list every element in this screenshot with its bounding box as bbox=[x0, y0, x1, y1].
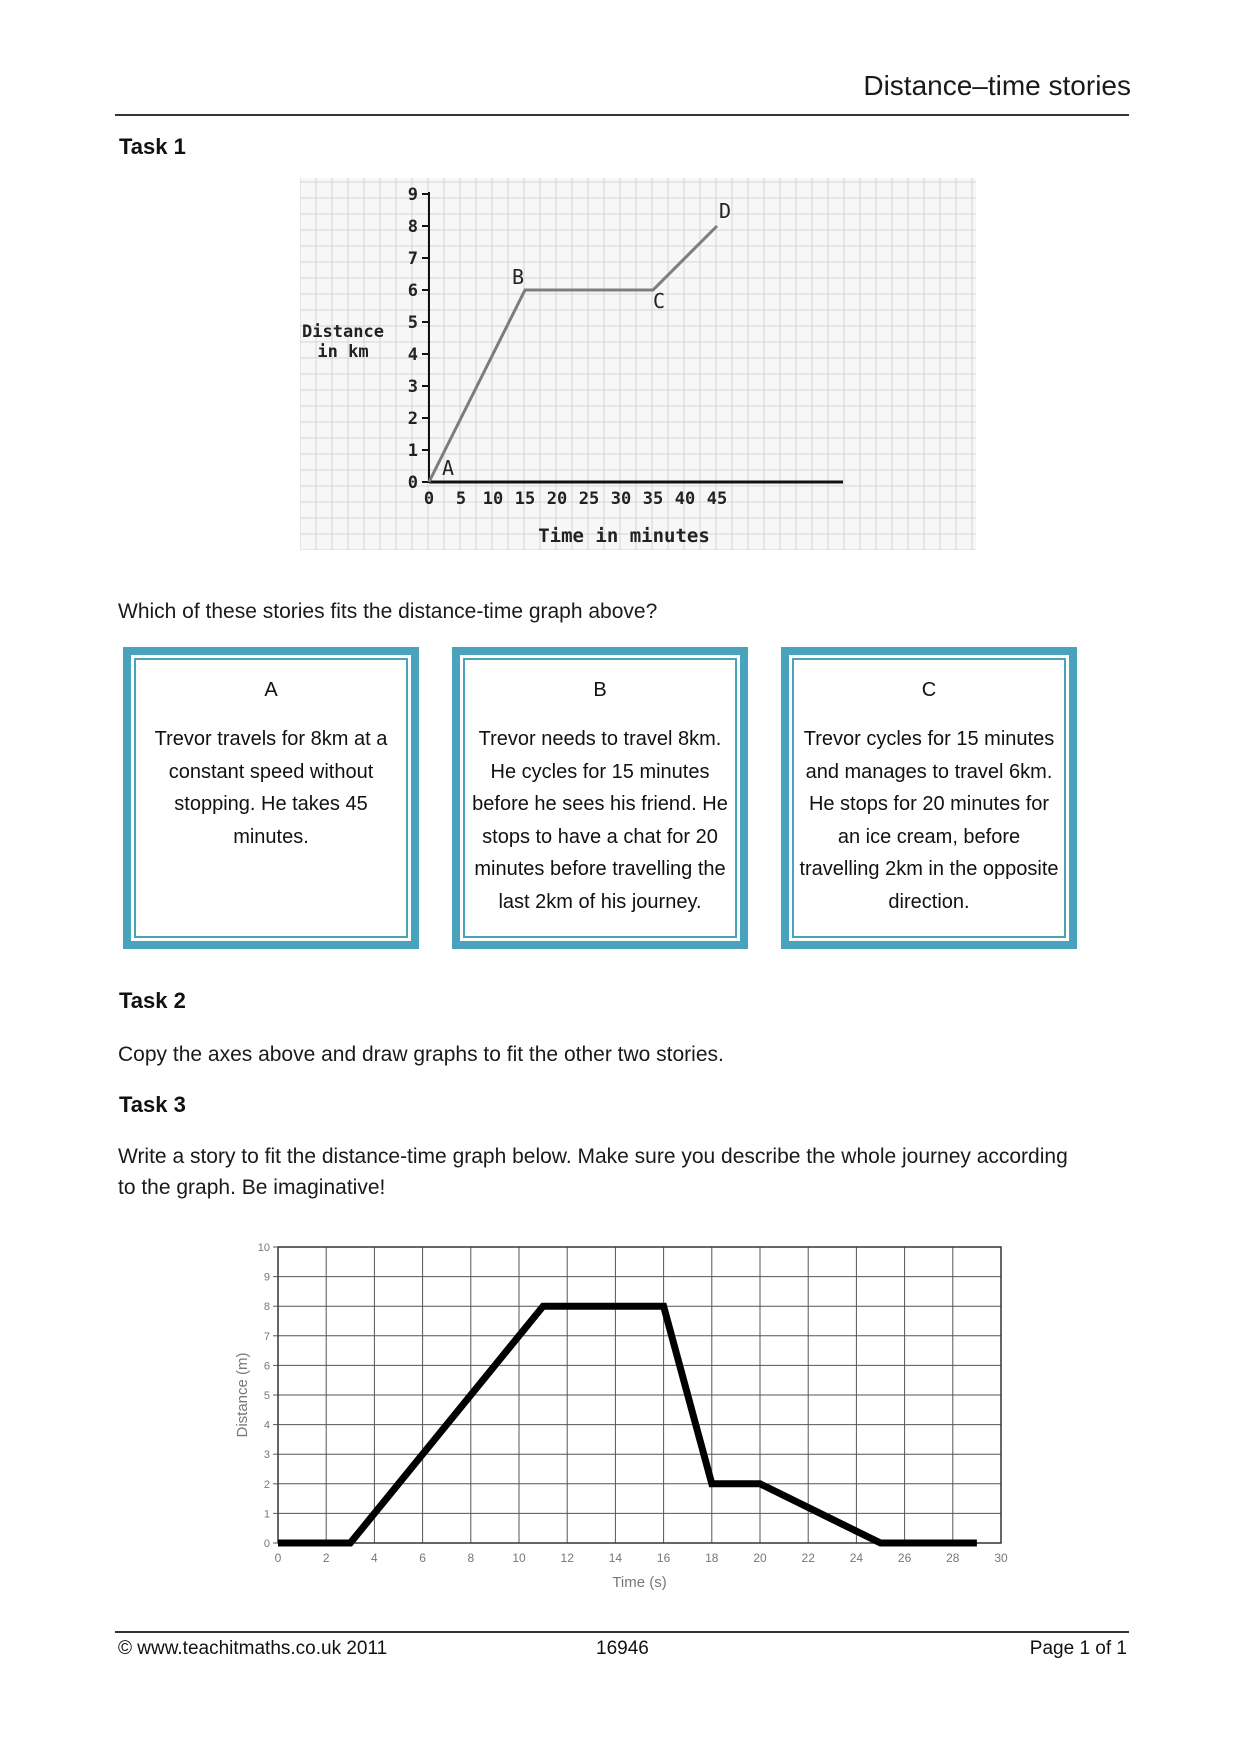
story-text: Trevor cycles for 15 minutes and manages to travel 6km. He stops for 20 minutes for an ice cream, before travelling 2km in the opposite direction. bbox=[799, 728, 1059, 913]
task1-heading: Task 1 bbox=[119, 134, 186, 159]
y-tick-label: 8 bbox=[263, 1301, 270, 1314]
x-tick-label: 14 bbox=[608, 1551, 623, 1565]
x-tick-label: 16 bbox=[656, 1551, 671, 1565]
x-tick-label: 30 bbox=[994, 1551, 1008, 1565]
y-tick-label: 7 bbox=[407, 249, 418, 269]
x-tick-label: 22 bbox=[801, 1551, 815, 1565]
task3-text-line1: Write a story to fit the distance-time graph below. Make sure you describe the whole journey according bbox=[118, 1145, 1068, 1168]
x-tick-label: 6 bbox=[419, 1551, 426, 1565]
x-tick-label: 40 bbox=[674, 489, 696, 509]
x-tick-label: 2 bbox=[322, 1551, 330, 1565]
y-tick-label: 0 bbox=[407, 473, 418, 493]
y-axis-label: Distance (m) bbox=[234, 1352, 251, 1438]
y-tick-label: 6 bbox=[407, 281, 418, 301]
task1-question: Which of these stories fits the distance-time graph above? bbox=[118, 600, 658, 623]
y-tick-label: 5 bbox=[407, 313, 418, 333]
x-tick-label: 20 bbox=[753, 1551, 767, 1565]
x-tick-label: 12 bbox=[560, 1551, 574, 1565]
story-letter: A bbox=[264, 679, 278, 701]
header-divider bbox=[115, 114, 1129, 116]
y-tick-label: 3 bbox=[263, 1449, 270, 1462]
task3-text-line2: to the graph. Be imaginative! bbox=[118, 1176, 386, 1199]
y-tick-label: 6 bbox=[263, 1360, 270, 1373]
y-tick-label: 4 bbox=[407, 345, 418, 365]
footer-code: 16946 bbox=[596, 1638, 649, 1659]
y-tick-label: 2 bbox=[407, 409, 418, 429]
x-tick-label: 24 bbox=[849, 1551, 864, 1565]
story-letter: B bbox=[593, 679, 607, 701]
x-tick-label: 20 bbox=[546, 489, 568, 509]
y-tick-label: 10 bbox=[257, 1242, 270, 1254]
y-tick-label: 4 bbox=[263, 1419, 270, 1432]
x-tick-label: 35 bbox=[642, 489, 664, 509]
y-tick-label: 2 bbox=[263, 1478, 270, 1491]
y-tick-label: 9 bbox=[407, 185, 418, 205]
y-tick-label: 9 bbox=[263, 1271, 270, 1284]
y-tick-label: 7 bbox=[263, 1330, 270, 1343]
point-label: D bbox=[718, 199, 732, 223]
x-tick-label: 45 bbox=[706, 489, 728, 509]
x-tick-label: 0 bbox=[423, 489, 435, 509]
footer-page: Page 1 of 1 bbox=[1029, 1638, 1127, 1659]
story-card-c bbox=[781, 647, 1077, 949]
y-tick-label: 5 bbox=[263, 1390, 270, 1402]
x-tick-label: 10 bbox=[482, 489, 504, 509]
story-card-a bbox=[123, 647, 419, 949]
y-axis-label: Distance bbox=[302, 322, 384, 342]
y-tick-label: 8 bbox=[407, 217, 418, 237]
x-tick-label: 25 bbox=[578, 489, 600, 509]
graph-background bbox=[300, 178, 976, 550]
x-tick-label: 5 bbox=[455, 489, 467, 509]
task2-text: Copy the axes above and draw graphs to fit the other two stories. bbox=[118, 1043, 724, 1066]
x-axis-label: Time in minutes bbox=[538, 525, 710, 547]
x-tick-label: 10 bbox=[512, 1551, 526, 1565]
y-tick-label: 1 bbox=[407, 441, 418, 461]
x-tick-label: 26 bbox=[897, 1551, 912, 1565]
story-letter: C bbox=[921, 679, 937, 701]
x-axis-label: Time (s) bbox=[612, 1574, 667, 1591]
x-tick-label: 15 bbox=[514, 489, 536, 509]
y-tick-label: 1 bbox=[263, 1508, 270, 1521]
x-tick-label: 28 bbox=[946, 1551, 960, 1565]
x-tick-label: 8 bbox=[467, 1551, 475, 1565]
task1-distance-time-graph bbox=[300, 178, 976, 550]
x-tick-label: 0 bbox=[274, 1551, 282, 1565]
point-label: A bbox=[441, 456, 455, 480]
story-card-b bbox=[452, 647, 748, 949]
x-tick-label: 30 bbox=[610, 489, 632, 509]
story-text: Trevor travels for 8km at a constant speed without stopping. He takes 45 minutes. bbox=[154, 728, 388, 848]
point-label: C bbox=[652, 289, 666, 313]
task2-heading: Task 2 bbox=[119, 988, 186, 1013]
y-axis-label: in km bbox=[317, 342, 369, 362]
page-title: Distance–time stories bbox=[863, 70, 1131, 101]
footer-divider bbox=[115, 1631, 1129, 1633]
x-tick-label: 18 bbox=[705, 1551, 719, 1565]
task3-distance-time-graph bbox=[220, 1225, 1020, 1595]
story-text: Trevor needs to travel 8km. He cycles for 15 minutes before he sees his friend. He stops to have a chat for 20 minutes before travelling the last 2km of his journey. bbox=[472, 728, 728, 913]
footer-copyright: © www.teachitmaths.co.uk 2011 bbox=[118, 1638, 388, 1659]
y-tick-label: 3 bbox=[407, 377, 418, 397]
task3-heading: Task 3 bbox=[119, 1092, 186, 1117]
point-label: B bbox=[511, 265, 525, 289]
y-tick-label: 0 bbox=[263, 1538, 270, 1550]
x-tick-label: 4 bbox=[371, 1551, 378, 1565]
